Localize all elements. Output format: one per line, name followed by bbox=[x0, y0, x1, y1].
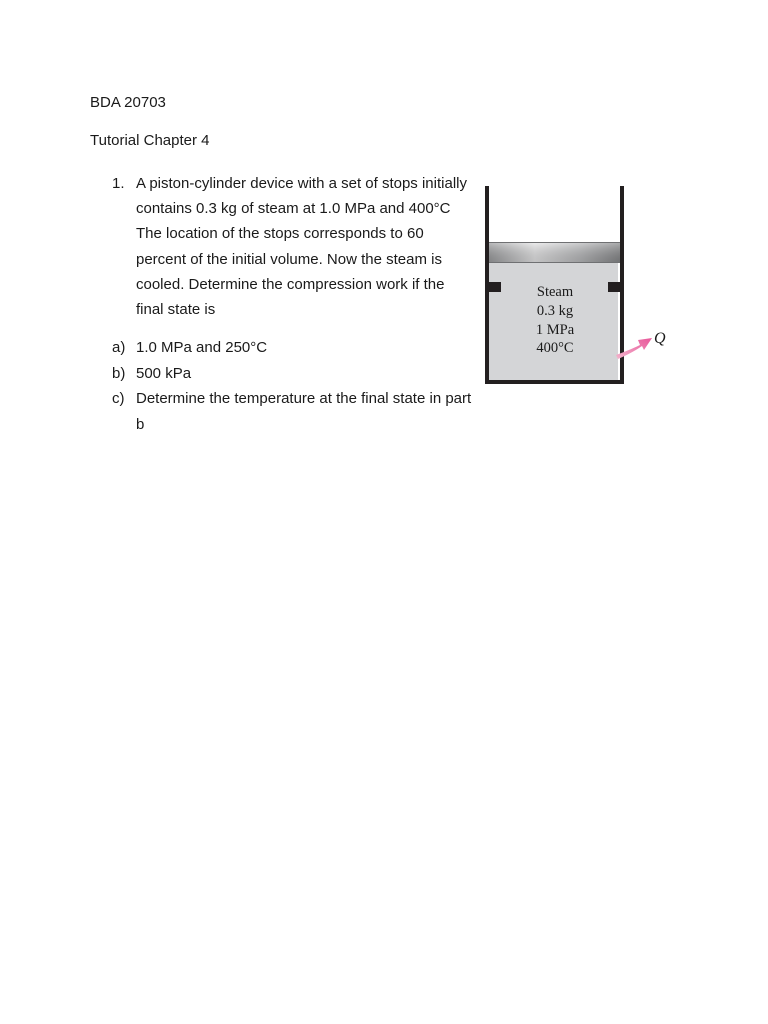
question-text: A piston-cylinder device with a set of stops initially contains 0.3 kg of steam at 1.0 MPa and 400°C The location of the stops corresponds to 60 percent of the initial volume. Now the steam is cooled. Determine the compression work if the final state is bbox=[136, 175, 467, 319]
cylinder-bottom bbox=[485, 380, 624, 384]
heat-label: Q bbox=[654, 330, 666, 347]
part-label: c) bbox=[112, 390, 125, 407]
part-b bbox=[112, 361, 472, 387]
question-number: 1. bbox=[112, 175, 125, 192]
part-text: 1.0 MPa and 250°C bbox=[136, 339, 268, 356]
question-parts bbox=[112, 335, 472, 437]
mass-label: 0.3 kg bbox=[536, 303, 574, 319]
pressure-label: 1 MPa bbox=[535, 322, 575, 338]
part-text: 500 kPa bbox=[136, 364, 192, 382]
part-label: a) bbox=[112, 339, 126, 356]
piston-cylinder-diagram bbox=[480, 186, 680, 388]
chapter-title: Tutorial Chapter 4 bbox=[90, 132, 210, 149]
stop-right bbox=[608, 282, 620, 292]
course-code: BDA 20703 bbox=[90, 94, 166, 111]
temperature-label: 400°C bbox=[536, 340, 574, 356]
substance-label: Steam bbox=[536, 284, 574, 300]
piston-cylinder-figure bbox=[480, 186, 680, 388]
part-label: b) bbox=[112, 364, 126, 382]
part-a bbox=[112, 335, 472, 361]
cylinder-left-wall bbox=[485, 186, 489, 384]
question-1 bbox=[112, 171, 472, 322]
stop-left bbox=[489, 282, 501, 292]
part-text: Determine the temperature at the final state in part b bbox=[136, 390, 472, 433]
part-c bbox=[112, 386, 472, 437]
